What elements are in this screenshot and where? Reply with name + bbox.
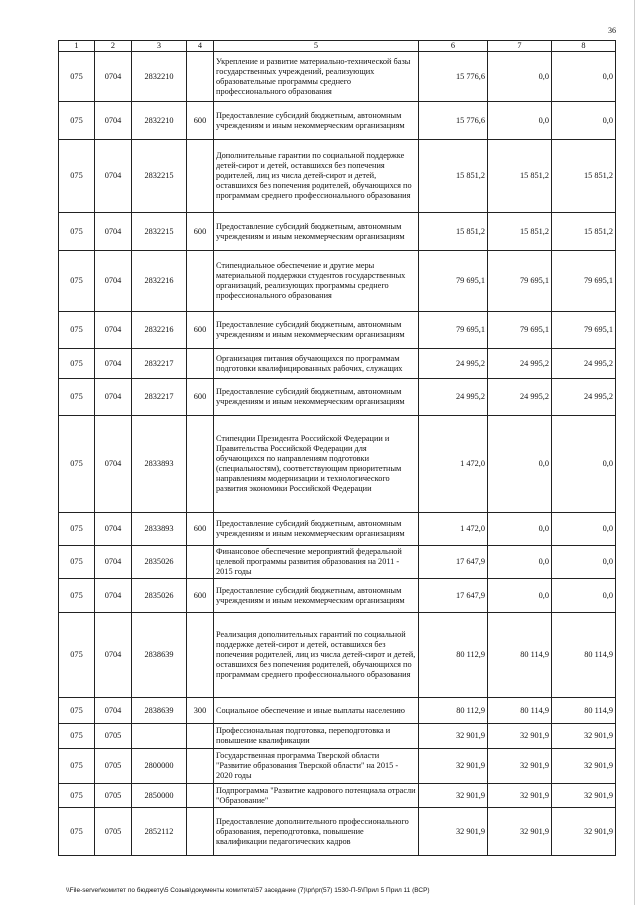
section-code-cell: 0704 [95,52,132,102]
amount-2017-cell: 0,0 [552,513,616,546]
expense-type-cell: 300 [187,698,214,724]
amount-2015-cell: 17 647,9 [419,546,488,579]
section-code-cell: 0704 [95,379,132,416]
description-cell: Организация питания обучающихся по программам подготовки квалифицированных рабочих, служащих [214,349,419,379]
target-code-cell: 2832216 [132,251,187,312]
admin-code-cell: 075 [59,698,95,724]
admin-code-cell: 075 [59,749,95,784]
target-code-cell: 2852112 [132,808,187,856]
description-cell: Предоставление субсидий бюджетным, автономным учреждениям и иным некоммерческим организациям [214,213,419,251]
page-number: 36 [608,26,616,35]
section-code-cell: 0704 [95,579,132,613]
table-row [59,312,616,349]
amount-2016-cell: 79 695,1 [488,251,552,312]
section-code-cell: 0705 [95,808,132,856]
description-cell: Подпрограмма "Развитие кадрового потенциала отрасли "Образование" [214,784,419,808]
target-code-cell: 2833893 [132,513,187,546]
section-code-cell: 0704 [95,613,132,698]
target-code-cell: 2835026 [132,579,187,613]
expense-type-cell: 600 [187,379,214,416]
target-code-cell: 2832210 [132,102,187,140]
admin-code-cell: 075 [59,546,95,579]
amount-2017-cell: 32 901,9 [552,724,616,749]
amount-2017-cell: 79 695,1 [552,251,616,312]
amount-2016-cell: 0,0 [488,546,552,579]
target-code-cell: 2850000 [132,784,187,808]
admin-code-cell: 075 [59,140,95,213]
amount-2015-cell: 32 901,9 [419,784,488,808]
table-row [59,724,616,749]
amount-2015-cell: 32 901,9 [419,808,488,856]
amount-2017-cell: 32 901,9 [552,784,616,808]
amount-2016-cell: 32 901,9 [488,784,552,808]
amount-2016-cell: 80 114,9 [488,698,552,724]
description-cell: Финансовое обеспечение мероприятий федеральной целевой программы развития образования на 2011 - 2015 годы [214,546,419,579]
table-row [59,102,616,140]
table-row [59,546,616,579]
table-row [59,749,616,784]
expense-type-cell [187,416,214,513]
amount-2017-cell: 0,0 [552,579,616,613]
amount-2015-cell: 17 647,9 [419,579,488,613]
amount-2016-cell: 0,0 [488,579,552,613]
column-header: 4 [187,41,214,52]
section-code-cell: 0704 [95,312,132,349]
amount-2015-cell: 32 901,9 [419,749,488,784]
budget-table [58,40,616,856]
section-code-cell: 0704 [95,102,132,140]
section-code-cell: 0704 [95,140,132,213]
expense-type-cell [187,724,214,749]
description-cell: Стипендии Президента Российской Федерации и Правительства Российской Федерации для обучающихся по направлениям подготовки (специальностям), соответствующим приоритетным направлениям модернизации и технологического развития экономики Российской Федерации [214,416,419,513]
amount-2017-cell: 0,0 [552,546,616,579]
expense-type-cell [187,613,214,698]
amount-2016-cell: 79 695,1 [488,312,552,349]
table-row [59,613,616,698]
section-code-cell: 0705 [95,784,132,808]
amount-2015-cell: 24 995,2 [419,379,488,416]
description-cell: Предоставление субсидий бюджетным, автономным учреждениям и иным некоммерческим организациям [214,379,419,416]
amount-2017-cell: 79 695,1 [552,312,616,349]
section-code-cell: 0705 [95,749,132,784]
description-cell: Предоставление субсидий бюджетным, автономным учреждениям и иным некоммерческим организациям [214,312,419,349]
column-header: 6 [419,41,488,52]
section-code-cell: 0705 [95,724,132,749]
section-code-cell: 0704 [95,546,132,579]
target-code-cell: 2832215 [132,140,187,213]
expense-type-cell [187,546,214,579]
amount-2017-cell: 15 851,2 [552,213,616,251]
page-right-margin-line [634,0,635,905]
amount-2015-cell: 79 695,1 [419,312,488,349]
expense-type-cell: 600 [187,312,214,349]
table-row [59,808,616,856]
amount-2016-cell: 80 114,9 [488,613,552,698]
column-header: 2 [95,41,132,52]
expense-type-cell: 600 [187,213,214,251]
column-header: 1 [59,41,95,52]
admin-code-cell: 075 [59,213,95,251]
amount-2015-cell: 24 995,2 [419,349,488,379]
amount-2016-cell: 32 901,9 [488,808,552,856]
amount-2017-cell: 15 851,2 [552,140,616,213]
table-header-row [59,41,616,52]
amount-2015-cell: 1 472,0 [419,416,488,513]
column-header: 3 [132,41,187,52]
amount-2016-cell: 15 851,2 [488,213,552,251]
admin-code-cell: 075 [59,808,95,856]
column-header: 5 [214,41,419,52]
table-row [59,52,616,102]
amount-2015-cell: 15 776,6 [419,52,488,102]
description-cell: Государственная программа Тверской области "Развитие образования Тверской области" на 2015 - 2020 годы [214,749,419,784]
description-cell: Реализация дополнительных гарантий по социальной поддержке детей-сирот и детей, оставшихся без попечения родителей, лиц из числа детей-сирот и детей, оставшихся без попечения родителей, обучающихся по программам среднего профессионального образования [214,613,419,698]
amount-2015-cell: 79 695,1 [419,251,488,312]
target-code-cell: 2835026 [132,546,187,579]
table-row [59,251,616,312]
amount-2017-cell: 80 114,9 [552,613,616,698]
description-cell: Укрепление и развитие материально-технической базы государственных учреждений, реализующих образовательные программы среднего профессионального образования [214,52,419,102]
amount-2017-cell: 80 114,9 [552,698,616,724]
description-cell: Предоставление субсидий бюджетным, автономным учреждениям и иным некоммерческим организациям [214,579,419,613]
admin-code-cell: 075 [59,102,95,140]
description-cell: Предоставление субсидий бюджетным, автономным учреждениям и иным некоммерческим организациям [214,513,419,546]
table-row [59,213,616,251]
amount-2016-cell: 32 901,9 [488,749,552,784]
amount-2017-cell: 32 901,9 [552,808,616,856]
expense-type-cell [187,749,214,784]
amount-2016-cell: 32 901,9 [488,724,552,749]
target-code-cell: 2832215 [132,213,187,251]
description-cell: Профессиональная подготовка, переподготовка и повышение квалификации [214,724,419,749]
target-code-cell: 2832217 [132,379,187,416]
admin-code-cell: 075 [59,416,95,513]
table-row [59,379,616,416]
amount-2016-cell: 0,0 [488,416,552,513]
expense-type-cell [187,808,214,856]
amount-2015-cell: 1 472,0 [419,513,488,546]
amount-2017-cell: 32 901,9 [552,749,616,784]
section-code-cell: 0704 [95,513,132,546]
admin-code-cell: 075 [59,513,95,546]
table-row [59,416,616,513]
section-code-cell: 0704 [95,349,132,379]
admin-code-cell: 075 [59,52,95,102]
column-header: 7 [488,41,552,52]
target-code-cell: 2800000 [132,749,187,784]
description-cell: Социальное обеспечение и иные выплаты населению [214,698,419,724]
table-row [59,784,616,808]
admin-code-cell: 075 [59,613,95,698]
amount-2017-cell: 0,0 [552,52,616,102]
amount-2016-cell: 15 851,2 [488,140,552,213]
amount-2016-cell: 0,0 [488,102,552,140]
section-code-cell: 0704 [95,698,132,724]
target-code-cell: 2838639 [132,613,187,698]
amount-2017-cell: 24 995,2 [552,349,616,379]
table-row [59,513,616,546]
target-code-cell: 2832216 [132,312,187,349]
column-header: 8 [552,41,616,52]
amount-2016-cell: 0,0 [488,513,552,546]
expense-type-cell: 600 [187,102,214,140]
admin-code-cell: 075 [59,251,95,312]
amount-2015-cell: 15 776,6 [419,102,488,140]
admin-code-cell: 075 [59,349,95,379]
file-path-footer: \\File-server\комитет по бюджету\5 Созыв\документы комитета\57 заседание (7)\pr\pr(57) 1530-П-5\Прил 5 Прил 11 (ВСР) [66,887,430,894]
amount-2015-cell: 15 851,2 [419,213,488,251]
expense-type-cell [187,140,214,213]
admin-code-cell: 075 [59,784,95,808]
expense-type-cell [187,349,214,379]
amount-2016-cell: 0,0 [488,52,552,102]
target-code-cell: 2838639 [132,698,187,724]
target-code-cell [132,724,187,749]
section-code-cell: 0704 [95,213,132,251]
table-row [59,698,616,724]
admin-code-cell: 075 [59,379,95,416]
target-code-cell: 2832210 [132,52,187,102]
description-cell: Стипендиальное обеспечение и другие меры материальной поддержки студентов государственных организаций, реализующих программы среднего профессионального образования [214,251,419,312]
amount-2017-cell: 0,0 [552,102,616,140]
amount-2015-cell: 80 112,9 [419,613,488,698]
amount-2017-cell: 0,0 [552,416,616,513]
section-code-cell: 0704 [95,416,132,513]
amount-2016-cell: 24 995,2 [488,349,552,379]
admin-code-cell: 075 [59,724,95,749]
amount-2015-cell: 15 851,2 [419,140,488,213]
table-row [59,349,616,379]
expense-type-cell: 600 [187,579,214,613]
amount-2017-cell: 24 995,2 [552,379,616,416]
admin-code-cell: 075 [59,312,95,349]
amount-2015-cell: 80 112,9 [419,698,488,724]
table-row [59,579,616,613]
expense-type-cell [187,251,214,312]
section-code-cell: 0704 [95,251,132,312]
expense-type-cell: 600 [187,513,214,546]
description-cell: Предоставление субсидий бюджетным, автономным учреждениям и иным некоммерческим организациям [214,102,419,140]
description-cell: Дополнительные гарантии по социальной поддержке детей-сирот и детей, оставшихся без попечения родителей, лиц из числа детей-сирот и детей, оставшихся без попечения родителей, обучающихся по программам среднего профессионального образования [214,140,419,213]
table-row [59,140,616,213]
amount-2015-cell: 32 901,9 [419,724,488,749]
target-code-cell: 2832217 [132,349,187,379]
expense-type-cell [187,784,214,808]
description-cell: Предоставление дополнительного профессионального образования, переподготовка, повышение квалификации педагогических кадров [214,808,419,856]
expense-type-cell [187,52,214,102]
target-code-cell: 2833893 [132,416,187,513]
amount-2016-cell: 24 995,2 [488,379,552,416]
admin-code-cell: 075 [59,579,95,613]
